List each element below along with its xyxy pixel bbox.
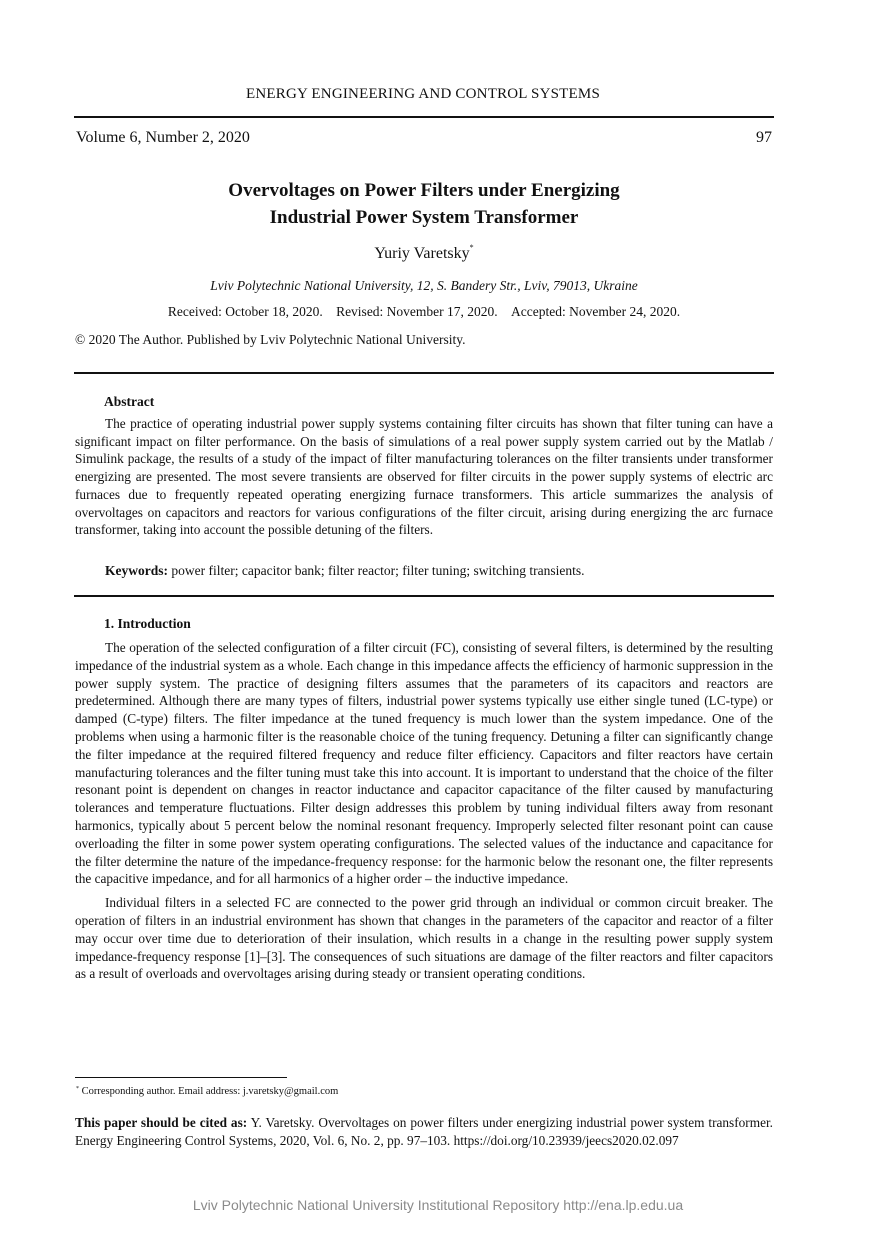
introduction-body <box>75 639 773 989</box>
paper-title <box>74 177 774 231</box>
citation-label: This paper should be cited as: <box>75 1115 248 1130</box>
abstract-rule-bottom <box>74 595 774 597</box>
footnote-mark: * <box>76 1086 79 1092</box>
author <box>74 245 774 263</box>
footnote-rule <box>75 1077 287 1078</box>
abstract-rule-top <box>74 372 774 374</box>
intro-paragraph-1: The operation of the selected configuration of a filter circuit (FC), consisting of several filters, is determined by the resulting impedance of the industrial system as a whole. Each change in this impedance affects the efficiency of harmonic suppression in the power supply system. The practice of designing filters assumes that the parameters of its capacitors and reactors are predetermined. Although there are many types of filters, industrial power systems typically use either single tuned (LC-type) or damped (C-type) filters. The filter impedance at the tuned frequency is much lower than the system impedance. One of the problems when using a harmonic filter is the reasonable choice of the tuning frequency. Detuning a filter can significantly change the filter impedance at the required filtered frequency and reduce filter efficiency. Capacitors and filter reactors have certain manufacturing tolerances and the filter tuning must take this into account. It is important to understand that the choice of the filter resonant point is dependent on changes in reactor inductance and capacitor capacitance of the filter caused by manufacturing tolerances and temperature fluctuations. Filter design addresses this problem by tuning individual filters away from resonant harmonics, typically about 5 percent below the nominal resonant frequency. Improperly selected filter resonant point can cause overloading the filter in some power system operating configurations. The selected values of the inductance and capacitance for the filter determine the nature of the impedance-frequency response: for the harmonic below the resonant one, the filter represents the capacitive impedance, and for all harmonics of a higher order – the inductive impedance. <box>75 640 773 887</box>
volume-info: Volume 6, Number 2, 2020 <box>76 129 250 146</box>
revised-date: Revised: November 17, 2020. <box>336 304 498 319</box>
citation <box>75 1114 773 1150</box>
abstract-text: The practice of operating industrial power supply systems containing filter circuits has shown that filter tuning can have a significant impact on filter performance. On the basis of simulations of a real power supply system carried out by the Matlab / Simulink package, the results of a study of the impact of filter manufacturing tolerances on the filter transients under transformer energizing are presented. The most severe transients are observed for filter circuits in the power supply systems of electric arc furnaces due to frequently repeated operating energizing furnace transformers. This article summarizes the analysis of overvoltages on capacitors and reactors for various configurations of the filter circuit, arising during energizing the arc furnace transformer, taking into account the possible detuning of the filters. <box>75 416 773 538</box>
section-heading-introduction: 1. Introduction <box>104 616 191 631</box>
keywords-label: Keywords: <box>105 563 168 578</box>
affiliation: Lviv Polytechnic National University, 12, S. Bandery Str., Lviv, 79013, Ukraine <box>210 278 638 293</box>
intro-paragraph-2: Individual filters in a selected FC are connected to the power grid through an individual or common circuit breaker. The operation of filters in an industrial environment has shown that changes in the parameters of the capacitor and reactor of a filter may occur over time due to deterioration of their insulation, which results in a change in the resulting power supply system impedance-frequency response [1]–[3]. The consequences of such situations are damage of the filter reactors and filter capacitors as a result of overloads and overvoltages arising during steady or transient operating conditions. <box>75 895 773 982</box>
author-name: Yuriy Varetsky <box>374 245 470 262</box>
header-rule <box>74 116 774 118</box>
keywords <box>105 563 584 579</box>
dates <box>74 304 774 320</box>
accepted-date: Accepted: November 24, 2020. <box>511 304 681 319</box>
received-date: Received: October 18, 2020. <box>167 304 323 319</box>
page-number: 97 <box>756 129 772 146</box>
title-line-2: Industrial Power System Transformer <box>269 207 579 228</box>
abstract-heading: Abstract <box>104 394 155 409</box>
repository-footer: Lviv Polytechnic National University Institutional Repository http://ena.lp.edu.ua <box>192 1197 684 1213</box>
footnote <box>76 1086 338 1097</box>
title-line-1: Overvoltages on Power Filters under Energizing <box>228 180 620 201</box>
author-footnote-mark: * <box>469 243 474 252</box>
keywords-list: power filter; capacitor bank; filter reactor; filter tuning; switching transients. <box>171 563 585 578</box>
citation-text: Y. Varetsky. Overvoltages on power filters under energizing industrial power system transformer. Energy Engineering Control Systems, 2020, Vol. 6, No. 2, pp. 97–103. https://doi.org/10.23939/jeecs2020.02.097 <box>75 1115 773 1148</box>
copyright: © 2020 The Author. Published by Lviv Polytechnic National University. <box>75 332 466 347</box>
journal-name: ENERGY ENGINEERING AND CONTROL SYSTEMS <box>246 86 600 102</box>
footnote-text: Corresponding author. Email address: j.varetsky@gmail.com <box>81 1086 339 1097</box>
